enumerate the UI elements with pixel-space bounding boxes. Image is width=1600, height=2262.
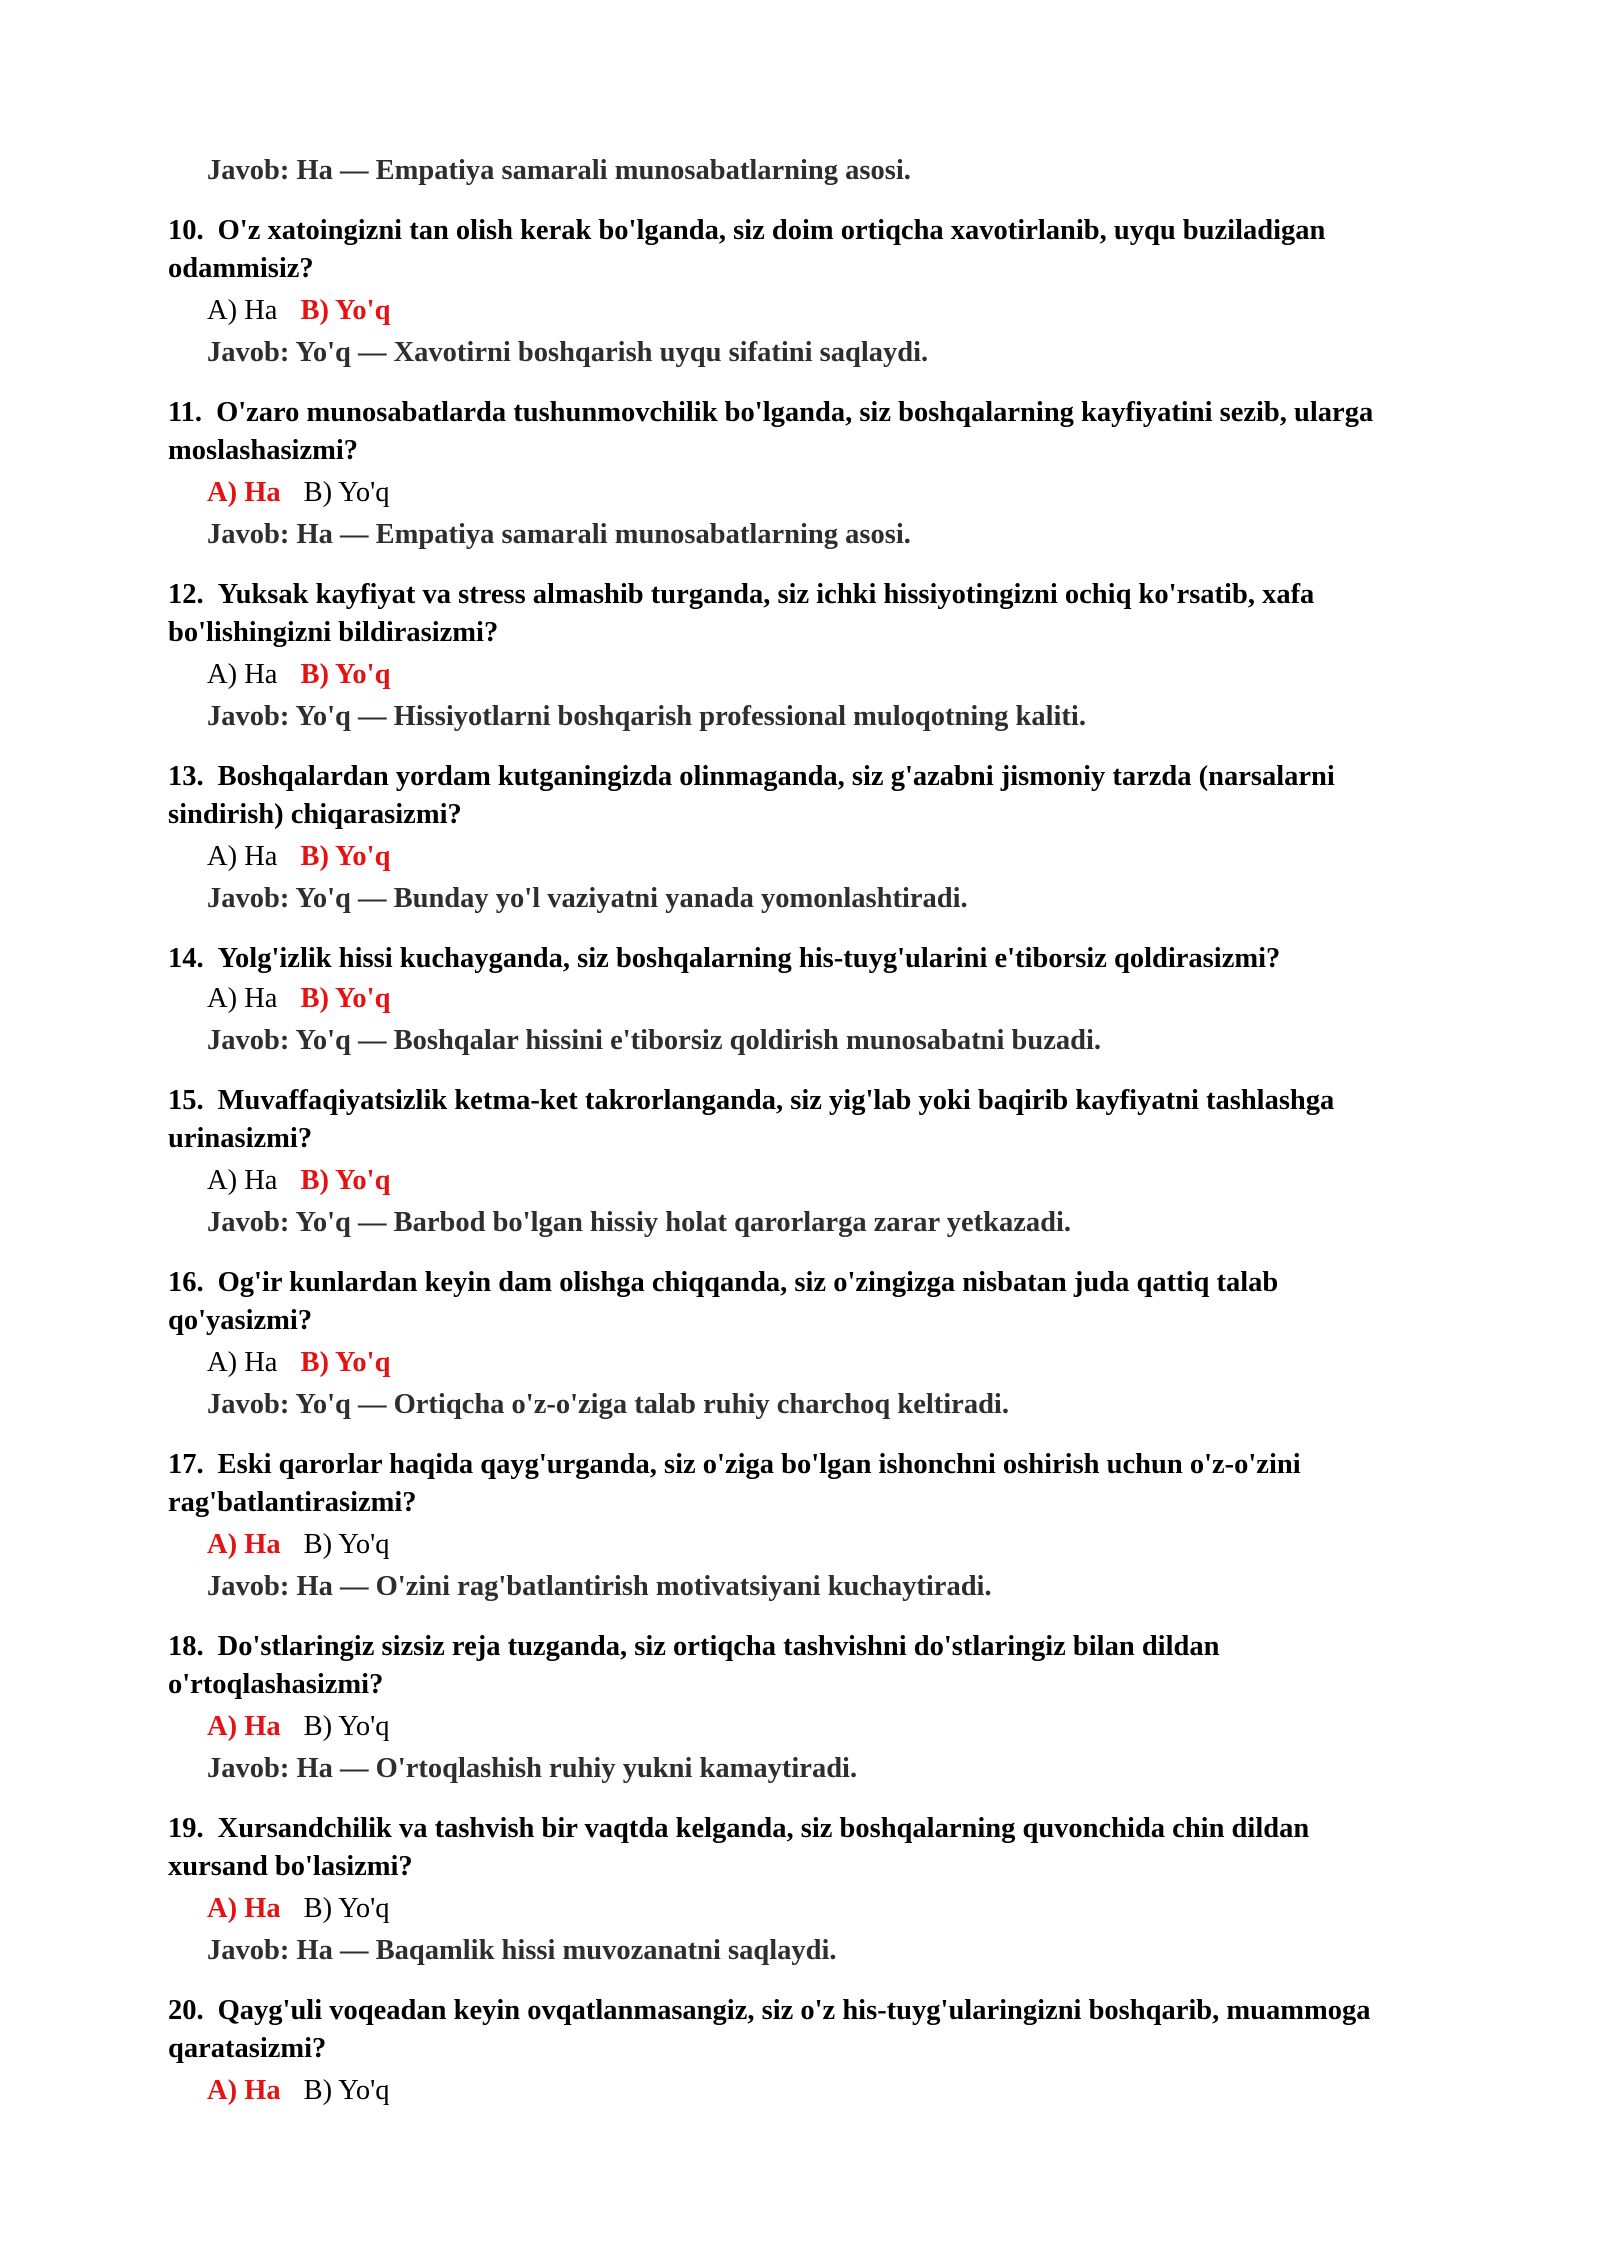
- question-17: [168, 1446, 1301, 1484]
- question-number: 17.: [168, 1449, 204, 1480]
- question-text: O'z xatoingizni tan olish kerak bo'lganda, siz doim ortiqcha xavotirlanib, uyqu buziladigan: [217, 215, 1326, 246]
- question-text-continued: sindirish) chiqarasizmi?: [168, 799, 462, 830]
- options-row: [207, 2072, 390, 2110]
- option-a[interactable]: A) Ha: [207, 983, 278, 1014]
- question-text-continued: qaratasizmi?: [168, 2033, 327, 2064]
- question-text-continued: bo'lishingizni bildirasizmi?: [168, 617, 499, 648]
- question-13: [168, 758, 1335, 796]
- answer-line: Javob: Ha — Empatiya samarali munosabatlarning asosi.: [207, 155, 911, 186]
- question-text: Xursandchilik va tashvish bir vaqtda kelganda, siz boshqalarning quvonchida chin dildan: [217, 1813, 1310, 1844]
- question-text-continued: moslashasizmi?: [168, 435, 359, 466]
- option-b-selected[interactable]: B) Yo'q: [300, 295, 391, 326]
- question-number: 16.: [168, 1267, 204, 1298]
- question-number: 14.: [168, 943, 204, 974]
- option-b[interactable]: B) Yo'q: [303, 1529, 390, 1560]
- question-14: [168, 940, 1280, 978]
- question-text: O'zaro munosabatlarda tushunmovchilik bo'lganda, siz boshqalarning kayfiyatini sezib, ularga: [216, 397, 1374, 428]
- question-text: Yolg'izlik hissi kuchayganda, siz boshqalarning his-tuyg'ularini e'tiborsiz qoldirasizmi?: [217, 943, 1281, 974]
- answer-line: Javob: Yo'q — Xavotirni boshqarish uyqu sifatini saqlaydi.: [207, 337, 929, 368]
- question-number: 12.: [168, 579, 204, 610]
- options-row: [207, 292, 390, 330]
- question-text: Yuksak kayfiyat va stress almashib turganda, siz ichki hissiyotingizni ochiq ko'rsatib, xafa: [217, 579, 1315, 610]
- question-text: Eski qarorlar haqida qayg'urganda, siz o'ziga bo'lgan ishonchni oshirish uchun o'z-o'zini: [217, 1449, 1301, 1480]
- options-row: [207, 1708, 390, 1746]
- option-b[interactable]: B) Yo'q: [303, 1711, 390, 1742]
- answer-line: Javob: Ha — O'zini rag'batlantirish motivatsiyani kuchaytiradi.: [207, 1571, 992, 1602]
- option-a-selected[interactable]: A) Ha: [207, 2075, 281, 2106]
- option-b-selected[interactable]: B) Yo'q: [300, 659, 391, 690]
- options-row: [207, 1344, 390, 1382]
- option-b-selected[interactable]: B) Yo'q: [300, 1347, 391, 1378]
- question-text: Muvaffaqiyatsizlik ketma-ket takrorlanganda, siz yig'lab yoki baqirib kayfiyatni tashlashga: [217, 1085, 1335, 1116]
- question-text-continued: xursand bo'lasizmi?: [168, 1851, 413, 1882]
- option-b-selected[interactable]: B) Yo'q: [300, 1165, 391, 1196]
- question-20: [168, 1992, 1370, 2030]
- question-number: 18.: [168, 1631, 204, 1662]
- option-b[interactable]: B) Yo'q: [303, 477, 390, 508]
- option-b-selected[interactable]: B) Yo'q: [300, 983, 391, 1014]
- question-number: 13.: [168, 761, 204, 792]
- answer-line: Javob: Yo'q — Boshqalar hissini e'tiborsiz qoldirish munosabatni buzadi.: [207, 1025, 1102, 1056]
- question-10: [168, 212, 1325, 250]
- question-text-continued: rag'batlantirasizmi?: [168, 1487, 417, 1518]
- answer-line: Javob: Ha — O'rtoqlashish ruhiy yukni kamaytiradi.: [207, 1753, 858, 1784]
- option-a-selected[interactable]: A) Ha: [207, 1893, 281, 1924]
- option-a[interactable]: A) Ha: [207, 1347, 278, 1378]
- question-text: Og'ir kunlardan keyin dam olishga chiqqanda, siz o'zingizga nisbatan juda qattiq talab: [217, 1267, 1279, 1298]
- question-number: 10.: [168, 215, 204, 246]
- option-b-selected[interactable]: B) Yo'q: [300, 841, 391, 872]
- answer-line: Javob: Yo'q — Bunday yo'l vaziyatni yanada yomonlashtiradi.: [207, 883, 968, 914]
- question-number: 15.: [168, 1085, 204, 1116]
- option-a-selected[interactable]: A) Ha: [207, 477, 281, 508]
- options-row: [207, 474, 390, 512]
- question-text-continued: odammisiz?: [168, 253, 314, 284]
- question-text: Do'stlaringiz sizsiz reja tuzganda, siz ortiqcha tashvishni do'stlaringiz bilan dildan: [217, 1631, 1220, 1662]
- options-row: [207, 1526, 390, 1564]
- option-a-selected[interactable]: A) Ha: [207, 1711, 281, 1742]
- options-row: [207, 656, 390, 694]
- question-11: [168, 394, 1373, 432]
- option-a[interactable]: A) Ha: [207, 295, 278, 326]
- question-text: Boshqalardan yordam kutganingizda olinmaganda, siz g'azabni jismoniy tarzda (narsalarni: [217, 761, 1335, 792]
- answer-line: Javob: Ha — Baqamlik hissi muvozanatni saqlaydi.: [207, 1935, 837, 1966]
- question-12: [168, 576, 1314, 614]
- question-19: [168, 1810, 1309, 1848]
- option-a[interactable]: A) Ha: [207, 659, 278, 690]
- options-row: [207, 1162, 390, 1200]
- answer-line: Javob: Yo'q — Ortiqcha o'z-o'ziga talab ruhiy charchoq keltiradi.: [207, 1389, 1009, 1420]
- question-18: [168, 1628, 1219, 1666]
- question-number: 11.: [168, 397, 203, 428]
- options-row: [207, 1890, 390, 1928]
- question-number: 20.: [168, 1995, 204, 2026]
- question-16: [168, 1264, 1278, 1302]
- options-row: [207, 838, 390, 876]
- question-15: [168, 1082, 1334, 1120]
- question-text: Qayg'uli voqeadan keyin ovqatlanmasangiz, siz o'z his-tuyg'ularingizni boshqarib, muammoga: [217, 1995, 1371, 2026]
- answer-line: Javob: Ha — Empatiya samarali munosabatlarning asosi.: [207, 519, 911, 550]
- option-b[interactable]: B) Yo'q: [303, 1893, 390, 1924]
- option-a[interactable]: A) Ha: [207, 841, 278, 872]
- option-a[interactable]: A) Ha: [207, 1165, 278, 1196]
- option-b[interactable]: B) Yo'q: [303, 2075, 390, 2106]
- options-row: [207, 980, 390, 1018]
- answer-line: Javob: Yo'q — Barbod bo'lgan hissiy holat qarorlarga zarar yetkazadi.: [207, 1207, 1072, 1238]
- question-text-continued: urinasizmi?: [168, 1123, 313, 1154]
- question-number: 19.: [168, 1813, 204, 1844]
- question-text-continued: o'rtoqlashasizmi?: [168, 1669, 384, 1700]
- answer-line: Javob: Yo'q — Hissiyotlarni boshqarish professional muloqotning kaliti.: [207, 701, 1086, 732]
- question-text-continued: qo'yasizmi?: [168, 1305, 313, 1336]
- option-a-selected[interactable]: A) Ha: [207, 1529, 281, 1560]
